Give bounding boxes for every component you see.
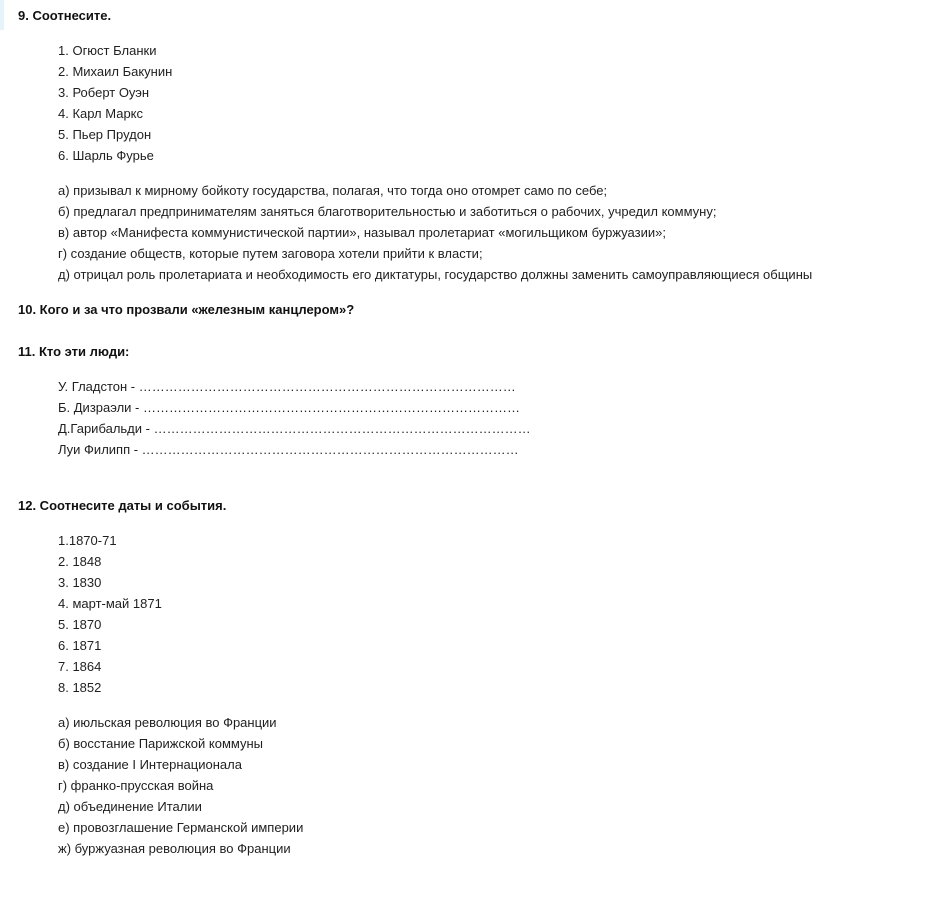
list-item: 4. Карл Маркс xyxy=(58,106,144,121)
question-12-events-list xyxy=(58,712,303,859)
list-item: е) провозглашение Германской империи xyxy=(58,820,304,835)
list-item: 2. Михаил Бакунин xyxy=(58,64,173,79)
list-item: б) восстание Парижской коммуны xyxy=(58,736,264,751)
question-12-dates-list xyxy=(58,530,162,698)
list-item: 1. Огюст Бланки xyxy=(58,43,157,58)
list-item: Б. Дизраэли - …………………………………………………………………………… xyxy=(58,400,520,415)
question-11-people-list xyxy=(58,376,531,460)
list-item: г) создание обществ, которые путем заговора хотели прийти к власти; xyxy=(58,246,483,261)
list-item: 4. март-май 1871 xyxy=(58,596,162,611)
list-item: ж) буржуазная революция во Франции xyxy=(58,841,291,856)
question-11-title: 11. Кто эти люди: xyxy=(18,344,130,359)
list-item: г) франко-прусская война xyxy=(58,778,214,793)
left-accent-bar xyxy=(0,0,4,30)
question-10-title: 10. Кого и за что прозвали «железным канцлером»? xyxy=(18,302,355,317)
list-item: а) июльская революция во Франции xyxy=(58,715,277,730)
list-item: 7. 1864 xyxy=(58,659,102,674)
list-item: Луи Филипп - …………………………………………………………………………… xyxy=(58,442,519,457)
list-item: 6. Шарль Фурье xyxy=(58,148,154,163)
question-9-title: 9. Соотнесите. xyxy=(18,8,112,23)
list-item: 5. Пьер Прудон xyxy=(58,127,152,142)
list-item: 3. Роберт Оуэн xyxy=(58,85,150,100)
list-item: д) отрицал роль пролетариата и необходимость его диктатуры, государство должны заменить самоуправляющиеся общины xyxy=(58,267,813,282)
list-item: 1.1870-71 xyxy=(58,533,117,548)
list-item: 8. 1852 xyxy=(58,680,102,695)
list-item: 5. 1870 xyxy=(58,617,102,632)
list-item: а) призывал к мирному бойкоту государства, полагая, что тогда оно отомрет само по себе; xyxy=(58,183,608,198)
question-9-names-list xyxy=(58,40,172,166)
list-item: б) предлагал предпринимателям заняться благотворительностью и заботиться о рабочих, учредил коммуну; xyxy=(58,204,717,219)
question-9-answers-list xyxy=(58,180,812,285)
question-12-title: 12. Соотнесите даты и события. xyxy=(18,498,227,513)
list-item: 2. 1848 xyxy=(58,554,102,569)
list-item: в) автор «Манифеста коммунистической партии», называл пролетариат «могильщиком буржуазии»; xyxy=(58,225,666,240)
list-item: Д.Гарибальди - …………………………………………………………………………… xyxy=(58,421,531,436)
list-item: У. Гладстон - …………………………………………………………………………… xyxy=(58,379,516,394)
list-item: 6. 1871 xyxy=(58,638,102,653)
list-item: в) создание I Интернационала xyxy=(58,757,242,772)
list-item: 3. 1830 xyxy=(58,575,102,590)
list-item: д) объединение Италии xyxy=(58,799,202,814)
